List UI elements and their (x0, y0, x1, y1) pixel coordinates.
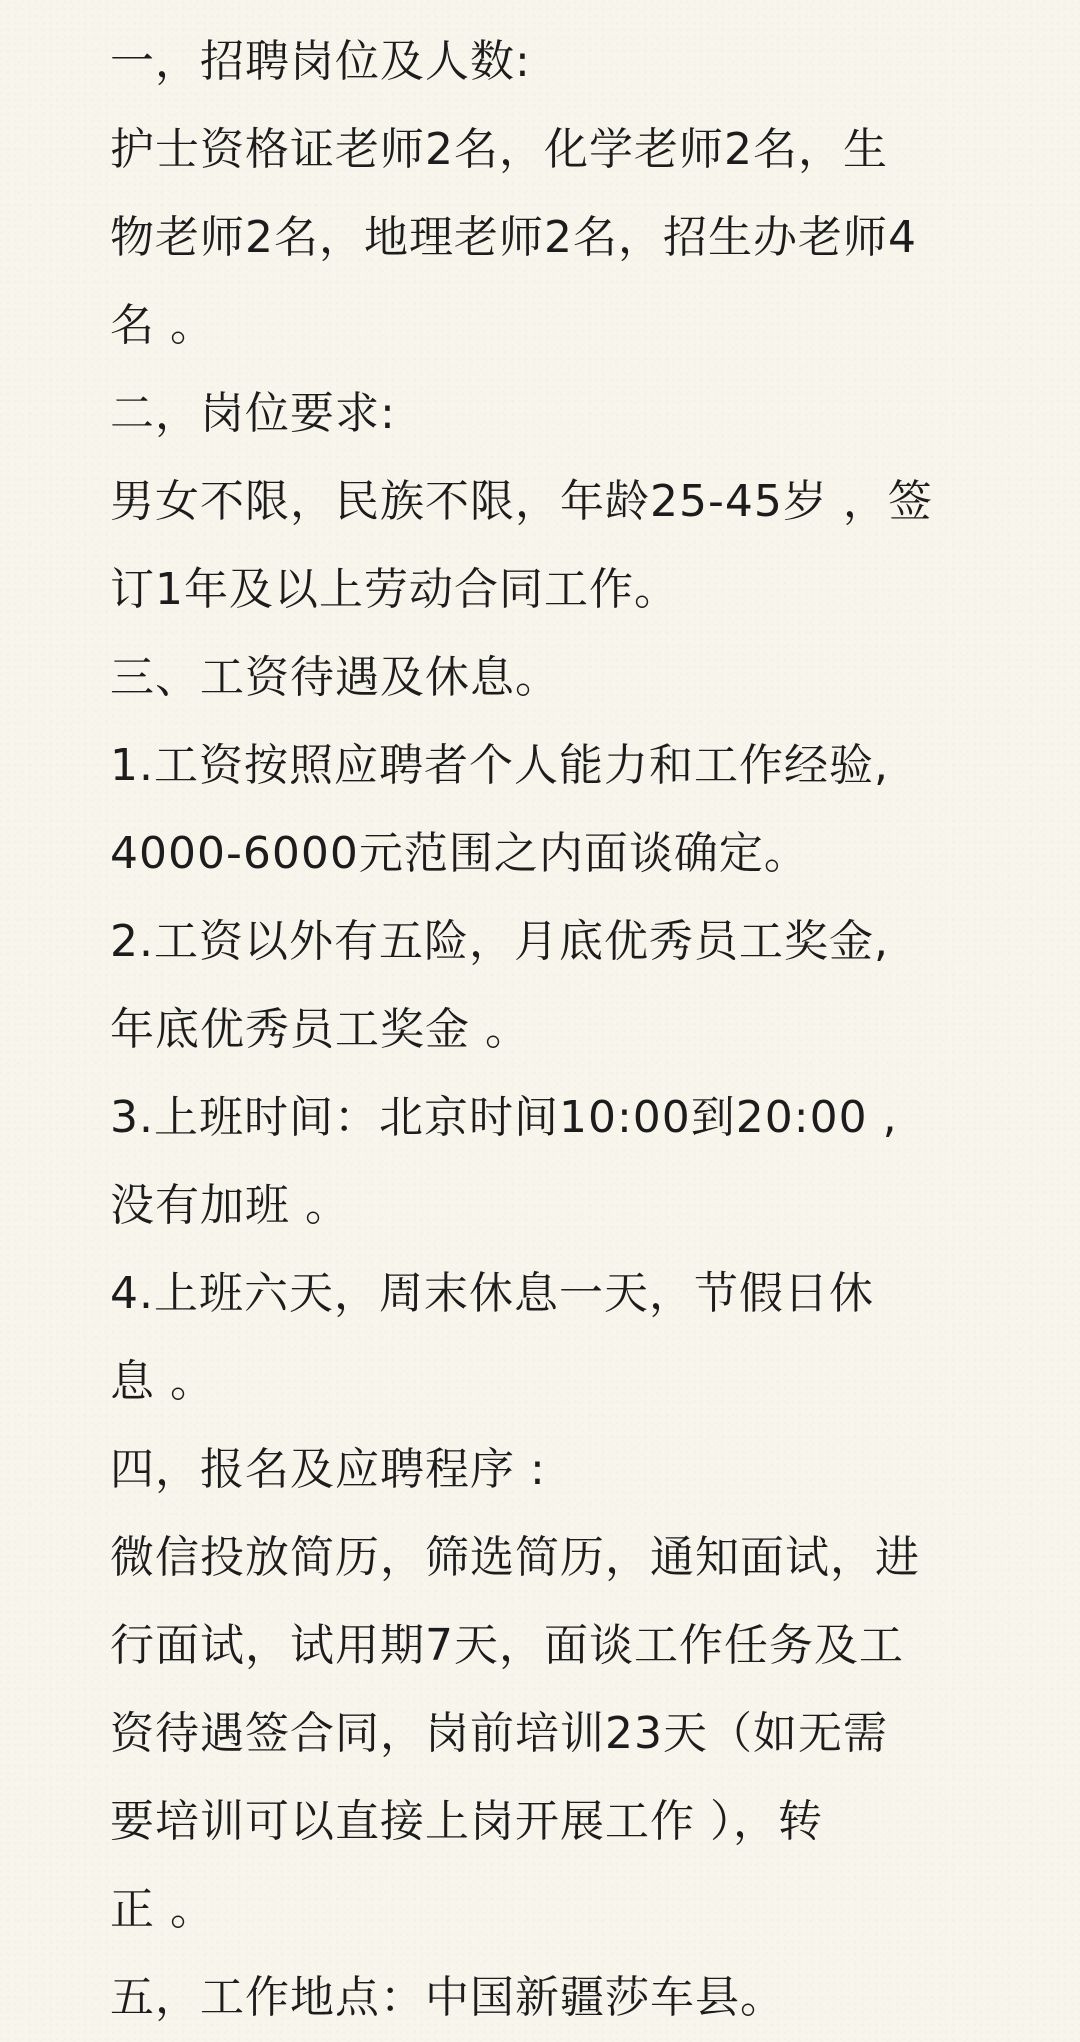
body-line: 行面试，试用期7天，面谈工作任务及工 (110, 1620, 904, 1671)
body-line: 年底优秀员工奖金 。 (110, 1004, 530, 1055)
body-line: 男女不限，民族不限，年龄25-45岁 ，签 (110, 476, 933, 527)
body-line: 物老师2名，地理老师2名，招生办老师4 (110, 212, 917, 263)
body-line: 要培训可以直接上岗开展工作 ），转 (110, 1796, 823, 1847)
section-heading-salary: 三、工资待遇及休息。 (110, 652, 560, 703)
body-line: 微信投放简历，筛选简历，通知面试，进 (110, 1532, 920, 1583)
section-heading-positions: 一，招聘岗位及人数: (110, 36, 531, 87)
section-heading-location: 五，工作地点：中国新疆莎车县。 (110, 1972, 785, 2023)
body-line: 息 。 (110, 1356, 215, 1407)
body-line: 3.上班时间：北京时间10:00到20:00 , (110, 1092, 898, 1143)
section-heading-requirements: 二，岗位要求: (110, 388, 396, 439)
body-line: 名 。 (110, 300, 215, 351)
body-line: 正 。 (110, 1884, 215, 1935)
body-line: 4.上班六天，周末休息一天，节假日休 (110, 1268, 874, 1319)
body-line: 订1年及以上劳动合同工作。 (110, 564, 679, 615)
body-line: 2.工资以外有五险，月底优秀员工奖金, (110, 916, 889, 967)
section-heading-application: 四，报名及应聘程序 : (110, 1444, 546, 1495)
body-line: 资待遇签合同，岗前培训23天（如无需 (110, 1708, 888, 1759)
body-line: 1.工资按照应聘者个人能力和工作经验, (110, 740, 889, 791)
body-line: 没有加班 。 (110, 1180, 350, 1231)
body-line: 4000-6000元范围之内面谈确定。 (110, 828, 809, 879)
body-line: 护士资格证老师2名，化学老师2名，生 (110, 124, 888, 175)
